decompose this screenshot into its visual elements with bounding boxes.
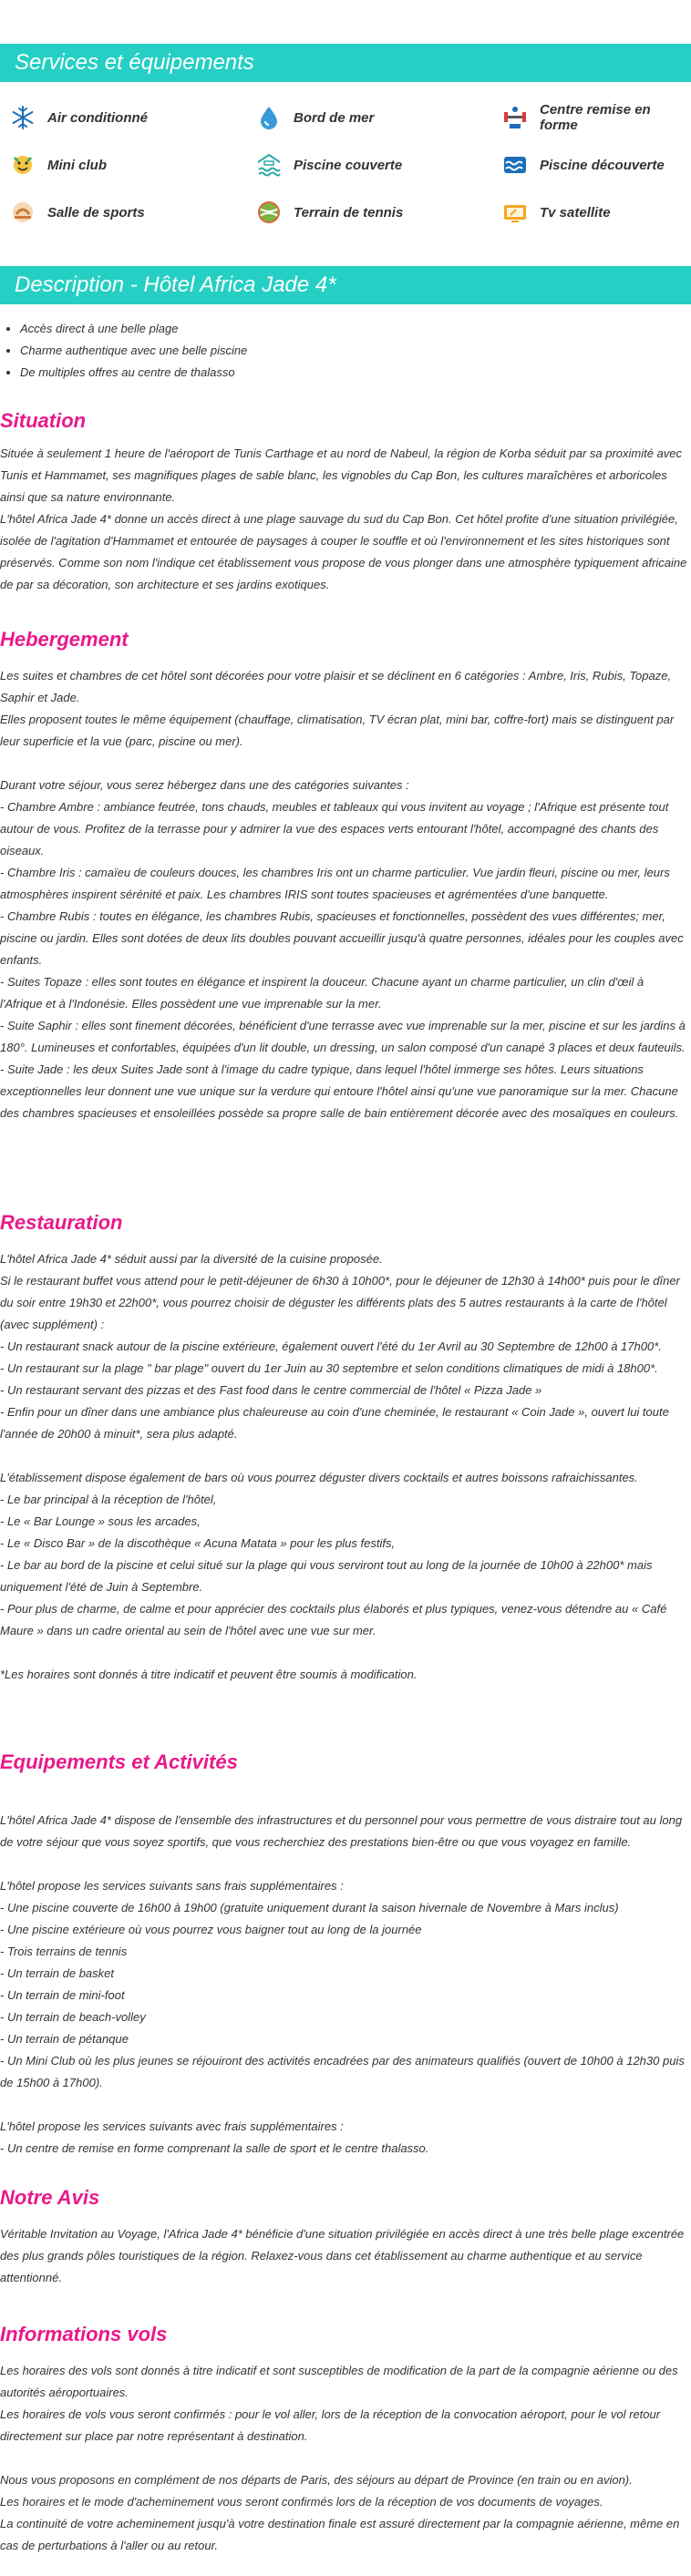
spacer [0,1445,689,1467]
amenity-label: Tv satellite [540,204,611,221]
amenities-row [9,199,684,226]
section-title: Notre Avis [0,2186,100,2209]
highlight-item: • Charme authentique avec une belle piscine [20,340,691,362]
highlight-item: • De multiples offres au centre de thalasso [20,362,691,384]
paragraph: - Le bar au bord de la piscine et celui situé sur la plage qui vous serviront tout au long de la journée de 10h00 à 22h00* mais uniquement l'été de Juin à Septembre. [0,1558,653,1594]
amenity-item [501,104,684,131]
kids-club-icon [9,151,36,179]
paragraph: - Le « Disco Bar » de la discothèque « Acuna Matata » pour les plus festifs, [0,1536,396,1550]
section-title: Equipements et Activités [0,1750,238,1773]
paragraph: L'hôtel Africa Jade 4* donne un accès direct à une plage sauvage du sud du Cap Bon. Cet hôtel profite d'une situation privilégiée, isolée de l'agitation d'Hammamet et entourée de paysages à couper le souffle et où l'environnement et les sites historiques sont préservés. Comme son nom l'indique cet établissement vous propose de vous plonger dans une atmosphère typiquement africaine de par sa décoration, son architecture et ses jardins exotiques. [0,512,687,591]
spacer [0,1853,689,1875]
amenity-item [255,151,402,179]
satellite-tv-icon [501,199,529,226]
paragraph: Les horaires de vols vous seront confirmés : pour le vol aller, lors de la réception de la convocation aéroport, pour le vol retour directement sur place par notre représentant à destination. [0,2407,661,2443]
section-body [0,1248,689,1686]
snowflake-icon [9,104,36,131]
spacer [0,1642,689,1664]
indoor-pool-icon [255,151,283,179]
paragraph: *Les horaires sont donnés à titre indicatif et peuvent être soumis à modification. [0,1668,418,1681]
paragraph: L'hôtel propose les services suivants sans frais supplémentaires : [0,1879,344,1893]
paragraph: La continuité de votre acheminement jusqu'à votre destination finale est assuré directement par la compagnie aérienne, même en cas de perturbations à l'aller ou au retour. [0,2517,680,2552]
amenity-item [501,151,665,179]
amenity-label: Piscine couverte [294,157,403,173]
amenities-row [9,151,684,179]
paragraph: - Un centre de remise en forme comprenant la salle de sport et le centre thalasso. [0,2141,429,2155]
fitness-center-icon [501,104,529,131]
amenity-item [9,151,107,179]
amenity-label: Piscine découverte [540,157,665,173]
section-body [0,665,689,1124]
paragraph: - Un restaurant servant des pizzas et des Fast food dans le centre commercial de l'hôtel « Pizza Jade » [0,1383,542,1397]
section-title: Situation [0,409,87,432]
services-banner [0,44,691,82]
paragraph: - Un terrain de beach-volley [0,2010,146,2024]
amenity-label: Mini club [47,157,107,173]
water-drop-icon [255,104,283,131]
weightlifting-icon [9,199,36,226]
paragraph: Durant votre séjour, vous serez hébergez dans une des catégories suivantes : [0,778,409,792]
section-title: Hebergement [0,628,129,651]
spacer [0,2448,689,2469]
paragraph: - Enfin pour un dîner dans une ambiance plus chaleureuse au coin d'une cheminée, le restaurant « Coin Jade », ouvert lui toute l'année de 20h00 à minuit*, sera plus adapté. [0,1405,669,1441]
spacer [0,1788,689,1810]
paragraph: Elles proposent toutes le même équipement (chauffage, climatisation, TV écran plat, mini bar, coffre-fort) mais se distinguent par leur superficie et la vue (parc, piscine ou mer). [0,713,675,748]
amenity-label: Terrain de tennis [294,204,404,221]
section-body [0,443,689,596]
spacer [0,2094,689,2116]
paragraph: - Le « Bar Lounge » sous les arcades, [0,1514,201,1528]
highlight-item: • Accès direct à une belle plage [20,318,691,340]
amenity-item [501,199,611,226]
paragraph: - Chambre Rubis : toutes en élégance, les chambres Rubis, spacieuses et fonctionnelles, possèdent des vues différentes; mer, piscine ou jardin. Elles sont dotées de deux lits doubles pouvant accueillir jusqu'à quatre personnes, idéales pour les couples avec enfants. [0,909,684,967]
tennis-icon [255,199,283,226]
amenity-item [255,104,374,131]
paragraph: - Un restaurant sur la plage " bar plage" ouvert du 1er Juin au 30 septembre et selon conditions climatiques de midi à 18h00*. [0,1361,658,1375]
paragraph: - Chambre Iris : camaïeu de couleurs douces, les chambres Iris ont un charme particulier. Vue jardin fleuri, piscine ou mer, leurs atmosphères inspirent sérénité et paix. Les chambres IRIS sont toutes spacieuses et agrémentées d'une banquette. [0,866,670,901]
description-banner [0,266,691,304]
paragraph: - Le bar principal à la réception de l'hôtel, [0,1493,217,1506]
paragraph: L'établissement dispose également de bars où vous pourrez déguster divers cocktails et autres boissons rafraichissantes. [0,1471,638,1484]
section-body [0,2360,689,2557]
section-body [0,1788,689,2160]
paragraph: L'hôtel Africa Jade 4* dispose de l'ensemble des infrastructures et du personnel pour vous permettre de vous distraire tout au long de votre séjour que vous soyez sportifs, que vous recherchiez des prestations bien-être ou que vous voyagez en famille. [0,1813,683,1849]
amenity-item [9,104,148,131]
paragraph: - Un restaurant snack autour de la piscine extérieure, également ouvert l'été du 1er Avril au 30 Septembre de 12h00 à 17h00*. [0,1339,662,1353]
amenity-label: Salle de sports [47,204,145,221]
paragraph: - Chambre Ambre : ambiance feutrée, tons chauds, meubles et tableaux qui vous invitent au voyage ; l'Afrique est présente tout autour de vous. Profitez de la terrasse pour y admirer la vue des espaces verts entourant l'hôtel, accompagné des chants des oiseaux. [0,800,669,857]
paragraph: Si le restaurant buffet vous attend pour le petit-déjeuner de 6h30 à 10h00*, pour le déjeuner de 12h30 à 14h00* puis pour le dîner du soir entre 19h30 et 22h00*, vous pourrez choisir de déguster les différents plats des 5 autres restaurants à la carte de l'hôtel (avec supplément) : [0,1274,680,1331]
paragraph: - Un terrain de basket [0,1966,115,1980]
amenity-label: Centre remise en forme [540,102,651,133]
paragraph: - Un terrain de mini-foot [0,1988,125,2002]
paragraph: - Trois terrains de tennis [0,1945,128,1958]
highlights-list [0,318,691,384]
services-title: Services et équipements [15,50,254,75]
outdoor-pool-icon [501,151,529,179]
paragraph: - Une piscine couverte de 16h00 à 19h00 (gratuite uniquement durant la saison hivernale de Novembre à Mars inclus) [0,1901,619,1914]
section-title: Informations vols [0,2323,168,2345]
section-title: Restauration [0,1211,123,1234]
paragraph: Les suites et chambres de cet hôtel sont décorées pour votre plaisir et se déclinent en 6 catégories : Ambre, Iris, Rubis, Topaze, Saphir et Jade. [0,669,672,704]
spacer [0,753,689,775]
paragraph: Véritable Invitation au Voyage, l'Africa Jade 4* bénéficie d'une situation privilégiée en accès direct à une très belle plage excentrée des plus grands pôles touristiques de la région. Relaxez-vous dans cet établissement au charme authentique et au service attentionné. [0,2227,685,2284]
amenity-label: Bord de mer [294,109,375,126]
paragraph: Située à seulement 1 heure de l'aéroport de Tunis Carthage et au nord de Nabeul, la région de Korba séduit par sa proximité avec Tunis et Hammamet, ses magnifiques plages de sable blanc, les vignobles du Cap Bon, les cultures maraîchères et arboricoles ainsi que sa nature environnante. [0,446,683,504]
paragraph: - Suite Saphir : elles sont finement décorées, bénéficient d'une terrasse avec vue imprenable sur la mer, piscine et sur les jardins à 180°. Lumineuses et confortables, équipées d'un lit double, un dressing, un salon composé d'un canapé 3 places et deux fauteuils. [0,1019,686,1054]
paragraph: - Un terrain de pétanque [0,2032,129,2046]
amenity-item [9,199,145,226]
paragraph: - Un Mini Club où les plus jeunes se réjouiront des activités encadrées par des animateurs qualifiés (ouvert de 10h00 à 12h30 puis de 15h00 à 17h00). [0,2054,685,2089]
paragraph: Nous vous proposons en complément de nos départs de Paris, des séjours au départ de Province (en train ou en avion). [0,2473,633,2487]
amenities-row [9,104,684,131]
amenity-item [255,199,403,226]
paragraph: L'hôtel Africa Jade 4* séduit aussi par la diversité de la cuisine proposée. [0,1252,383,1266]
paragraph: L'hôtel propose les services suivants avec frais supplémentaires : [0,2119,344,2133]
paragraph: Les horaires des vols sont donnés à titre indicatif et sont susceptibles de modification de la part de la compagnie aérienne ou des autorités aéroportuaires. [0,2364,678,2399]
section-body [0,2223,689,2289]
amenity-label: Air conditionné [47,109,148,126]
paragraph: - Suite Jade : les deux Suites Jade sont à l'image du cadre typique, dans lequel l'hôtel immerge ses hôtes. Leurs situations exceptionnelles leur donnent une vue unique sur la verdure qui entoure l'hôtel ainsi qu'une vue panoramique sur la mer. Chacune des chambres spacieuses et ensoleillées possède sa propre salle de bain entièrement décorée avec des mosaïques en couleurs. [0,1062,679,1120]
paragraph: Les horaires et le mode d'acheminement vous seront confirmés lors de la réception de vos documents de voyages. [0,2495,603,2509]
paragraph: - Une piscine extérieure où vous pourrez vous baigner tout au long de la journée [0,1923,422,1936]
paragraph: - Pour plus de charme, de calme et pour apprécier des cocktails plus élaborés et plus typiques, venez-vous détendre au « Café Maure » dans un cadre oriental au sein de l'hôtel avec une vue sur mer. [0,1602,667,1637]
paragraph: - Suites Topaze : elles sont toutes en élégance et inspirent la douceur. Chacune ayant un charme particulier, un clin d'œil à l'Afrique et à l'Indonésie. Elles possèdent une vue imprenable sur la mer. [0,975,645,1011]
description-title: Description - Hôtel Africa Jade 4* [15,272,336,297]
